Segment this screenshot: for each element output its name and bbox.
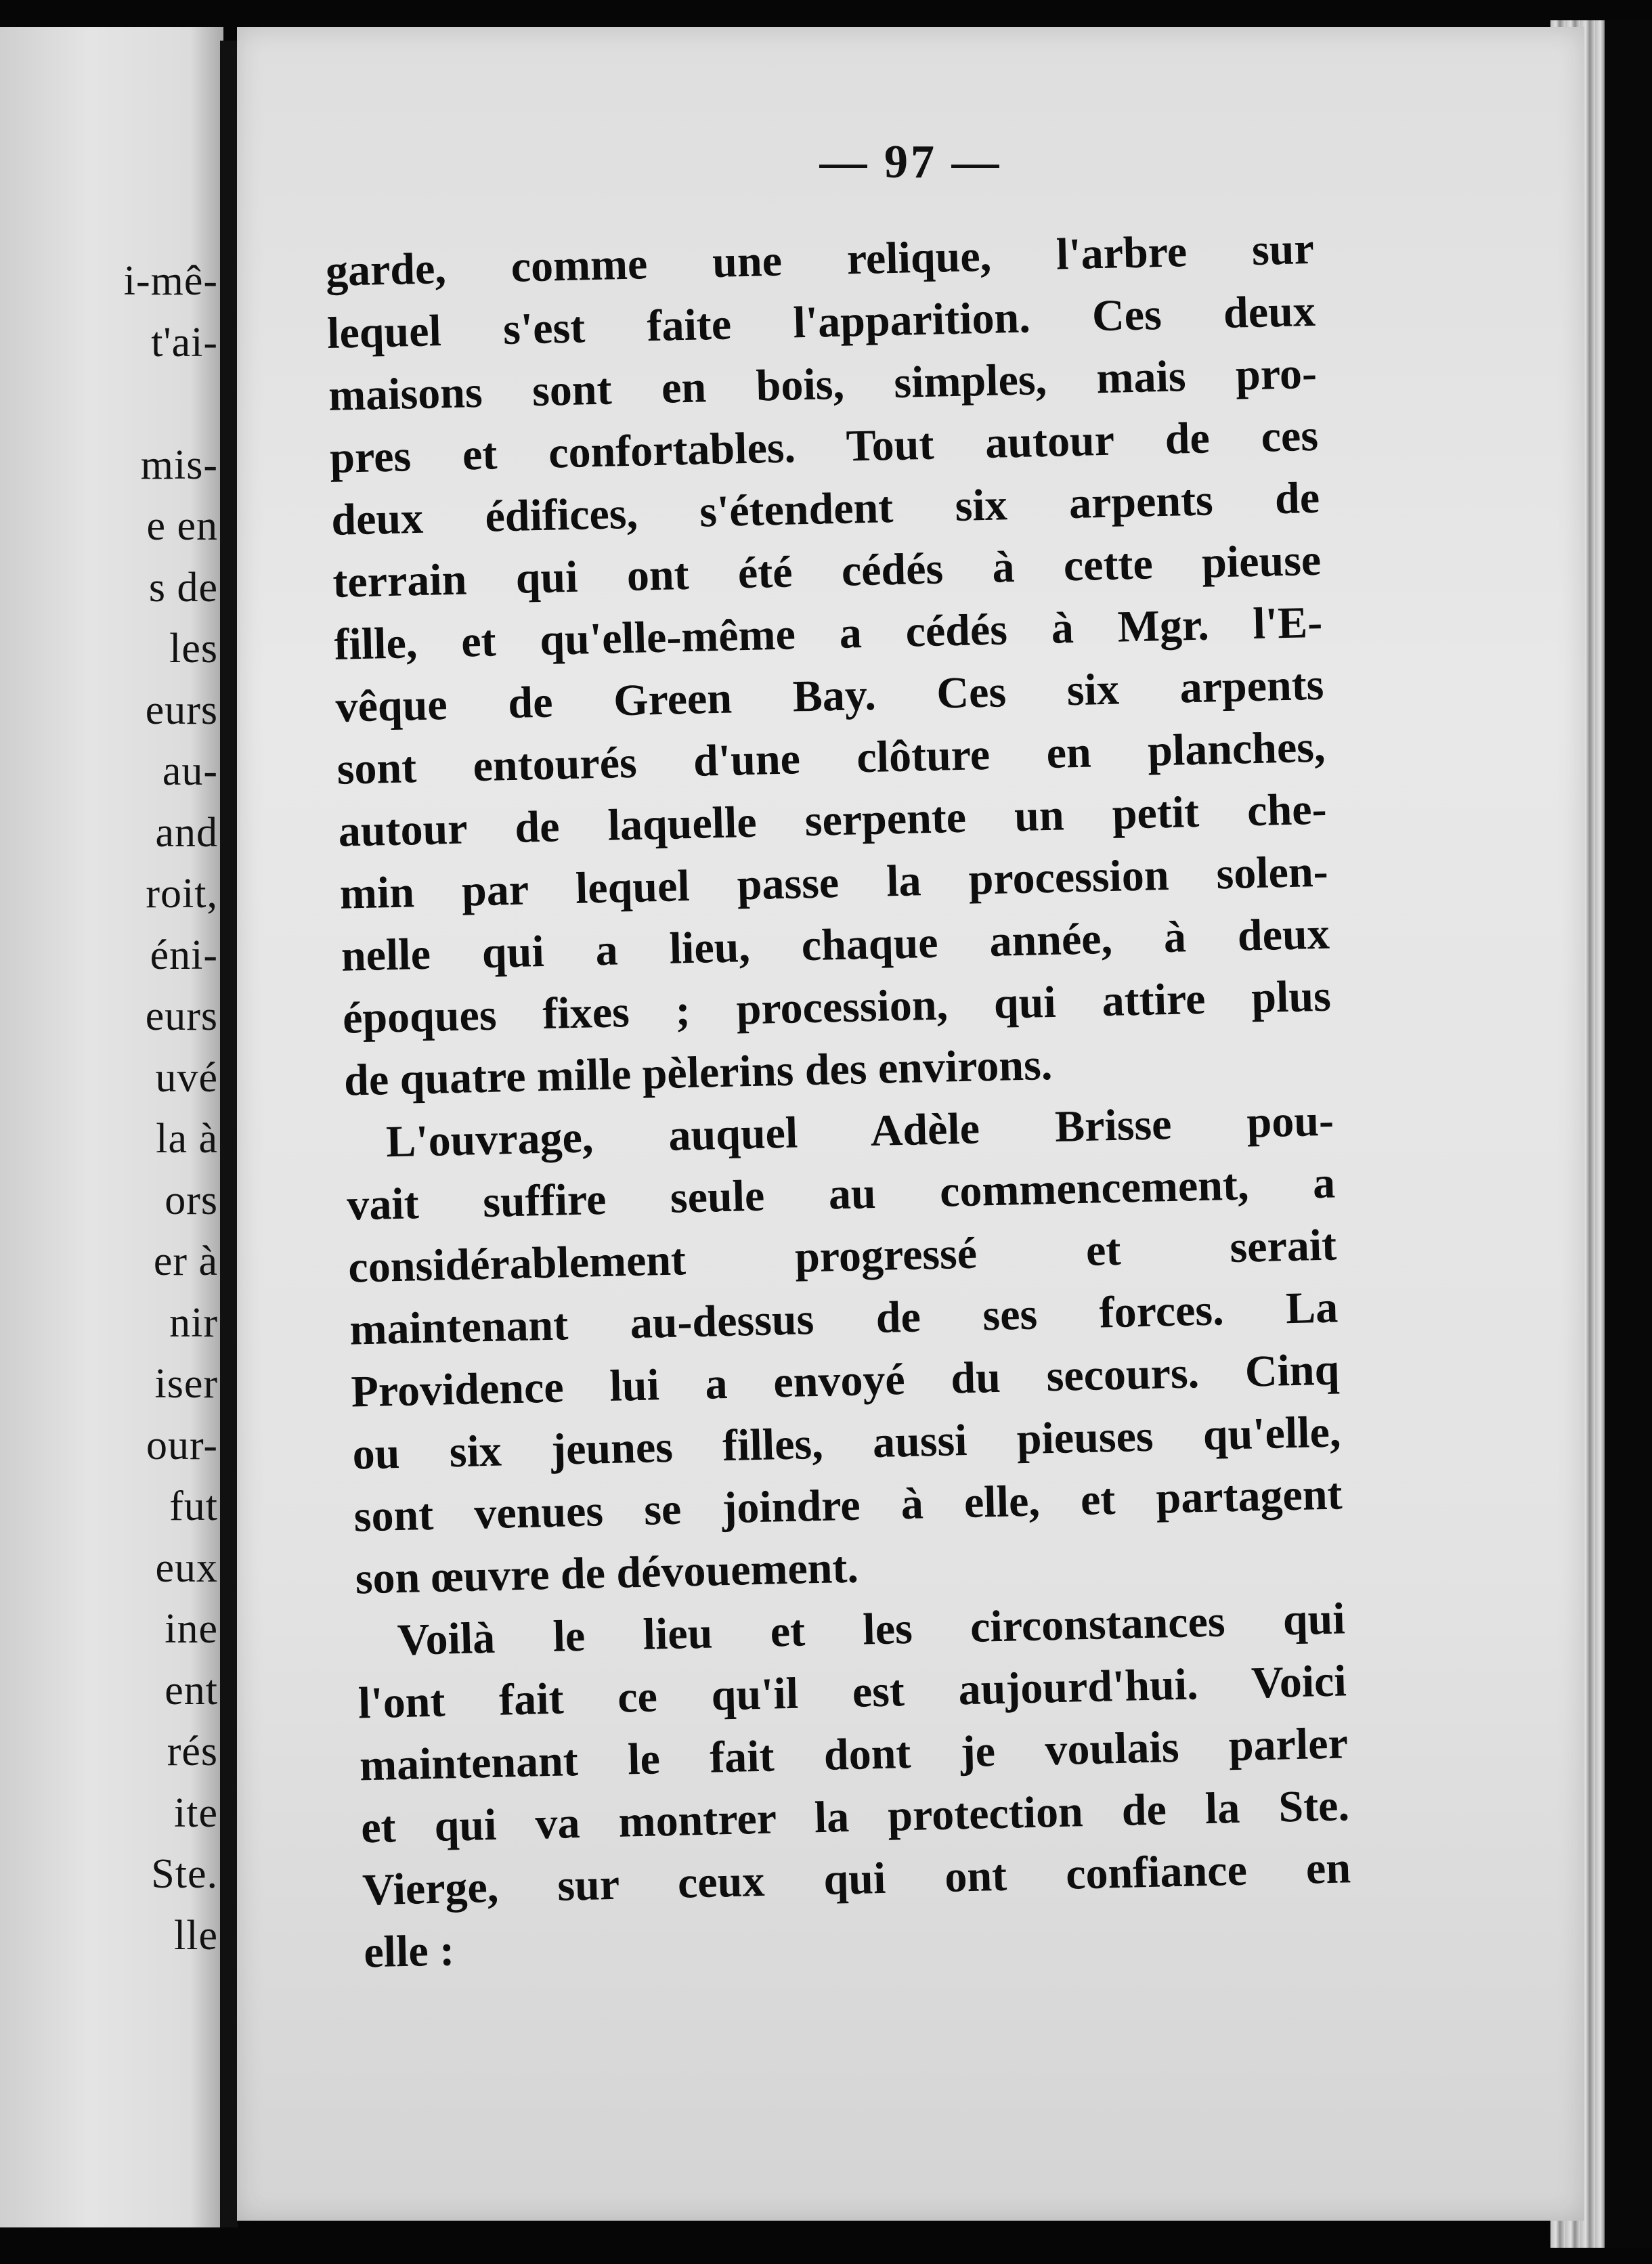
- previous-page-line: fut: [169, 1483, 218, 1529]
- text-line: min par lequel passe la procession solen-: [339, 846, 1329, 919]
- previous-page-line: ent: [165, 1667, 218, 1714]
- text-line: nelle qui a lieu, chaque année, à deux: [341, 909, 1330, 981]
- text-line: maisons sont en bois, simples, mais pro-: [328, 348, 1318, 420]
- previous-page-line: e en: [146, 503, 218, 549]
- previous-page-line: au-: [162, 748, 218, 794]
- text-line: maintenant au-dessus de ses forces. La: [349, 1282, 1339, 1355]
- previous-page-line: ors: [165, 1177, 218, 1223]
- page-number: — 97 —: [819, 136, 1002, 188]
- previous-page-line: s de: [148, 564, 218, 611]
- text-line: lequel s'est faite l'apparition. Ces deux: [326, 286, 1316, 358]
- previous-page-line: iser: [154, 1361, 218, 1407]
- text-line: sont venues se joindre à elle, et partagent: [353, 1469, 1343, 1542]
- previous-page-line: rés: [167, 1728, 218, 1775]
- text-line: vêque de Green Bay. Ces six arpents: [334, 659, 1325, 732]
- previous-page-line: ine: [165, 1606, 218, 1652]
- paragraph: [345, 1090, 1344, 1611]
- text-line: de quatre mille pèlerins des environs.: [343, 1039, 1053, 1106]
- previous-page-line: les: [169, 626, 218, 672]
- text-line: pres et confortables. Tout autour de ces: [329, 410, 1319, 483]
- text-line: maintenant le fait dont je voulais parler: [359, 1718, 1349, 1791]
- text-line: elle :: [363, 1925, 455, 1978]
- previous-page-line: t'ai-: [151, 319, 218, 366]
- text-line: deux édifices, s'étendent six arpents de: [330, 473, 1320, 545]
- previous-page-line: i-mê-: [123, 258, 218, 304]
- text-line: autour de laquelle serpente un petit che-: [337, 784, 1328, 856]
- previous-page-line: eurs: [145, 993, 218, 1039]
- previous-page-line: eux: [155, 1544, 218, 1591]
- previous-page-line: uvé: [155, 1054, 218, 1101]
- previous-page-line: our-: [146, 1422, 218, 1468]
- text-line: Voilà le lieu et les circonstances qui: [397, 1594, 1346, 1666]
- text-line: et qui va montrer la protection de la Ste.: [360, 1781, 1350, 1853]
- book-gutter: [220, 41, 238, 2227]
- book-page: [237, 27, 1584, 2221]
- paragraph: [356, 1588, 1353, 1984]
- text-line: considérablement progressé et serait: [347, 1220, 1337, 1292]
- previous-page-line: ite: [174, 1789, 218, 1836]
- text-line: Vierge, sur ceux qui ont confiance en: [362, 1843, 1351, 1915]
- previous-page-line: roit,: [146, 871, 218, 917]
- text-line: fille, et qu'elle-même a cédés à Mgr. l'E-: [333, 597, 1324, 670]
- previous-page-line: er à: [153, 1238, 218, 1284]
- previous-page-line: la à: [156, 1116, 218, 1162]
- previous-page-line: nir: [169, 1299, 218, 1346]
- previous-page-line: and: [155, 809, 218, 856]
- text-line: son œuvre de dévouement.: [355, 1542, 859, 1604]
- text-line: garde, comme une relique, l'arbre sur: [325, 223, 1315, 296]
- previous-page-line: eurs: [145, 687, 218, 733]
- previous-page-line: Ste.: [151, 1851, 218, 1897]
- text-line: Providence lui a envoyé du secours. Cinq: [350, 1345, 1341, 1417]
- text-line: époques fixes ; procession, qui attire plus: [342, 971, 1332, 1043]
- previous-page-line: éni-: [150, 932, 218, 978]
- previous-page-line: mis-: [140, 441, 218, 488]
- previous-page-line: [0, 373, 218, 435]
- page-body-text: [325, 218, 1353, 1984]
- previous-page-text: [0, 251, 218, 1966]
- text-line: terrain qui ont été cédés à cette pieuse: [332, 535, 1322, 607]
- text-line: ou six jeunes filles, aussi pieuses qu'elle,: [351, 1407, 1342, 1479]
- paragraph: [325, 218, 1333, 1112]
- text-line: L'ouvrage, auquel Adèle Brisse pou-: [385, 1095, 1334, 1167]
- previous-page-fragment: [0, 27, 223, 2227]
- previous-page-line: lle: [174, 1912, 218, 1959]
- text-line: sont entourés d'une clôture en planches,: [336, 722, 1326, 794]
- text-line: l'ont fait ce qu'il est aujourd'hui. Voici: [357, 1656, 1347, 1728]
- text-line: vait suffire seule au commencement, a: [346, 1158, 1336, 1230]
